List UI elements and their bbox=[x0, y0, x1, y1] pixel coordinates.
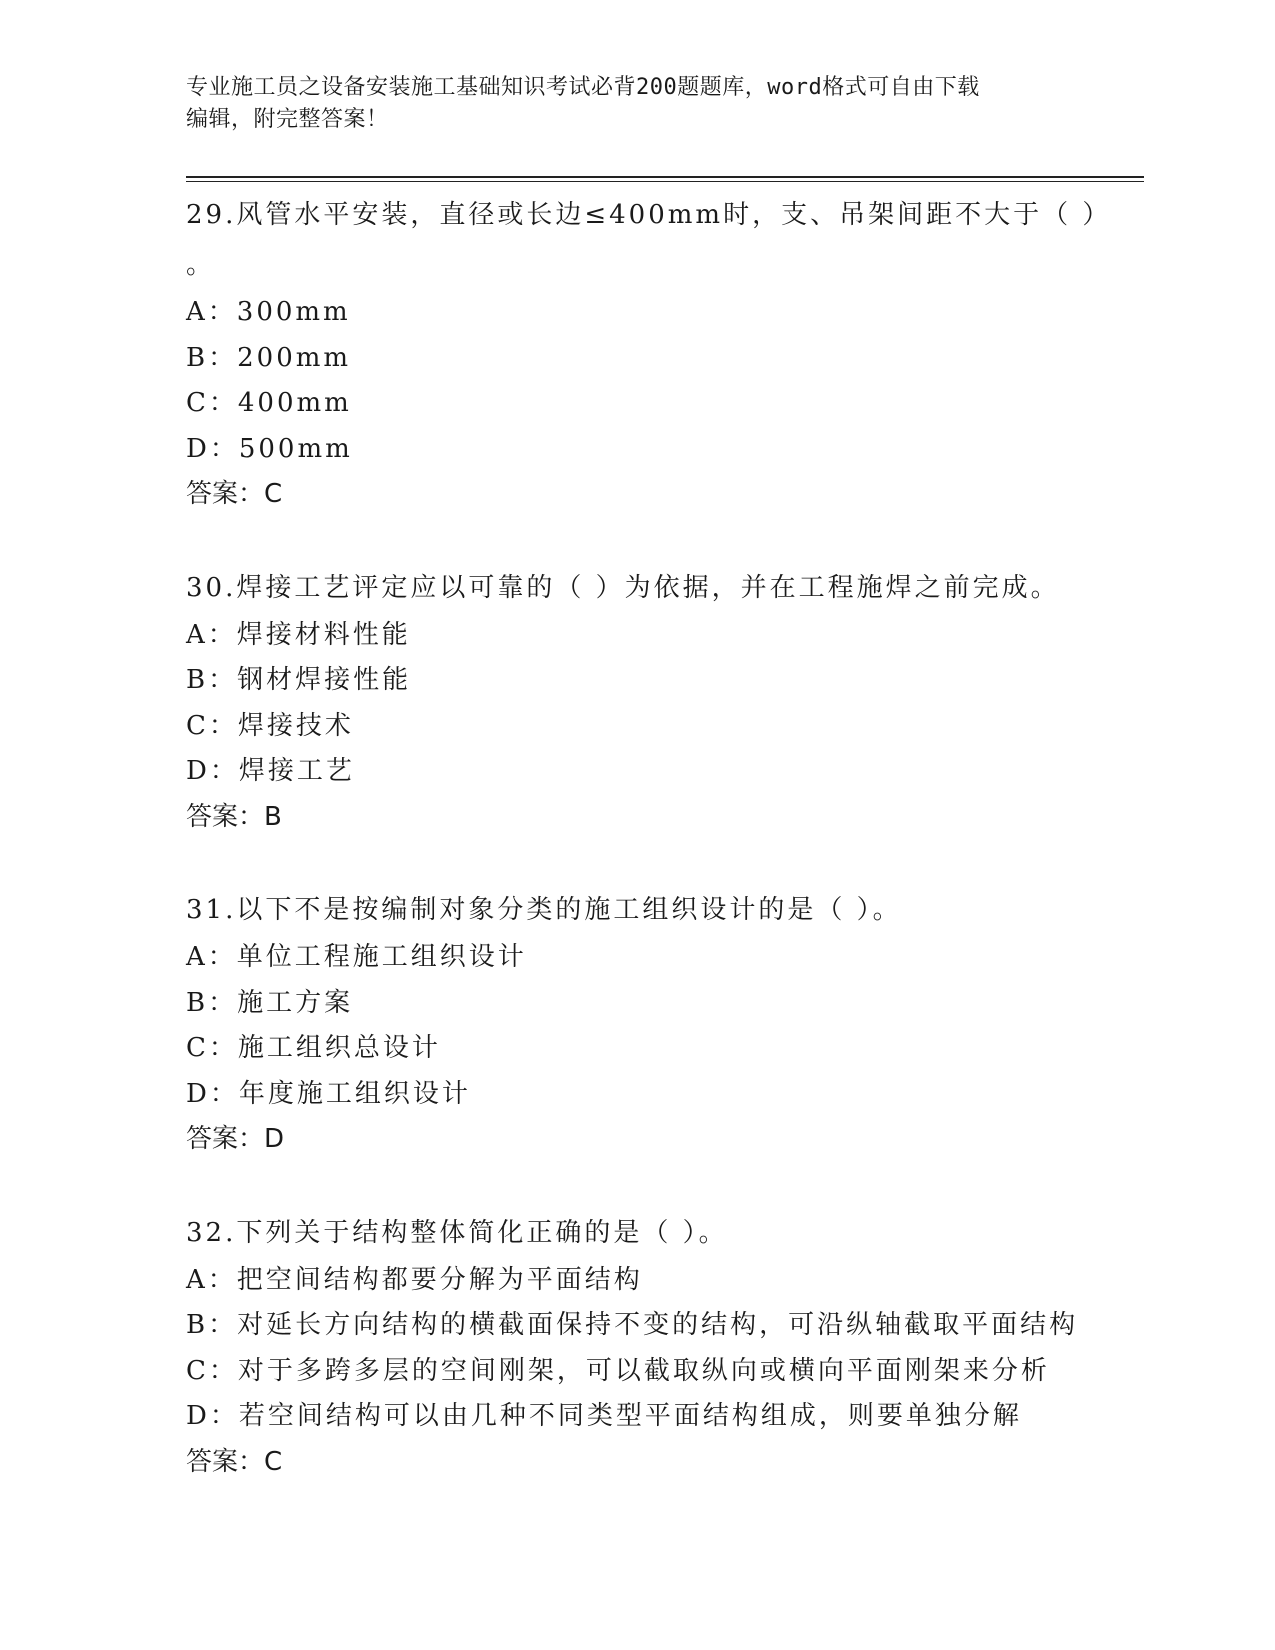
option-b: B：对延长方向结构的横截面保持不变的结构，可沿纵轴截取平面结构 bbox=[186, 1310, 1079, 1340]
option-b: B：钢材焊接性能 bbox=[186, 665, 412, 695]
answer: 答案：C bbox=[186, 1446, 283, 1477]
option-c: C：焊接技术 bbox=[186, 710, 354, 741]
option-a: A：单位工程施工组织设计 bbox=[186, 942, 527, 972]
answer: 答案：C bbox=[186, 479, 283, 509]
option-d: D：年度施工组织设计 bbox=[186, 1078, 471, 1109]
question-30 bbox=[186, 563, 1146, 841]
option-c: C：施工组织总设计 bbox=[186, 1033, 441, 1063]
option-d: D：500mm bbox=[186, 433, 353, 464]
question-31 bbox=[186, 885, 1146, 1163]
answer: 答案：D bbox=[186, 1124, 285, 1154]
option-c: C：400mm bbox=[186, 388, 352, 418]
option-b: B：施工方案 bbox=[186, 987, 354, 1018]
option-a: A：300mm bbox=[186, 297, 351, 327]
question-stem: 32.下列关于结构整体简化正确的是（ ）。 bbox=[186, 1217, 728, 1248]
question-list bbox=[186, 190, 1146, 1530]
question-stem-continued: 。 bbox=[186, 250, 216, 280]
option-a: A：把空间结构都要分解为平面结构 bbox=[186, 1264, 643, 1295]
header-divider-thin bbox=[186, 181, 1144, 182]
document-header bbox=[186, 72, 1086, 136]
header-title-line-1: 专业施工员之设备安装施工基础知识考试必背200题题库，word格式可自由下载 bbox=[186, 75, 980, 100]
question-32 bbox=[186, 1208, 1146, 1486]
option-a: A：焊接材料性能 bbox=[186, 619, 411, 650]
question-stem: 29.风管水平安装，直径或长边≤400mm时，支、吊架间距不大于（ ） bbox=[186, 200, 1112, 230]
question-29 bbox=[186, 190, 1146, 518]
header-title-line-2: 编辑，附完整答案！ bbox=[186, 107, 389, 132]
option-c: C：对于多跨多层的空间刚架，可以截取纵向或横向平面刚架来分析 bbox=[186, 1355, 1050, 1386]
option-b: B：200mm bbox=[186, 342, 352, 373]
header-divider-thick bbox=[186, 176, 1144, 178]
option-d: D：焊接工艺 bbox=[186, 756, 355, 786]
question-stem: 30.焊接工艺评定应以可靠的（ ）为依据，并在工程施焊之前完成。 bbox=[186, 572, 1060, 603]
question-stem: 31.以下不是按编制对象分类的施工组织设计的是（ ）。 bbox=[186, 895, 902, 925]
answer: 答案：B bbox=[186, 801, 282, 832]
option-d: D：若空间结构可以由几种不同类型平面结构组成，则要单独分解 bbox=[186, 1401, 1022, 1431]
